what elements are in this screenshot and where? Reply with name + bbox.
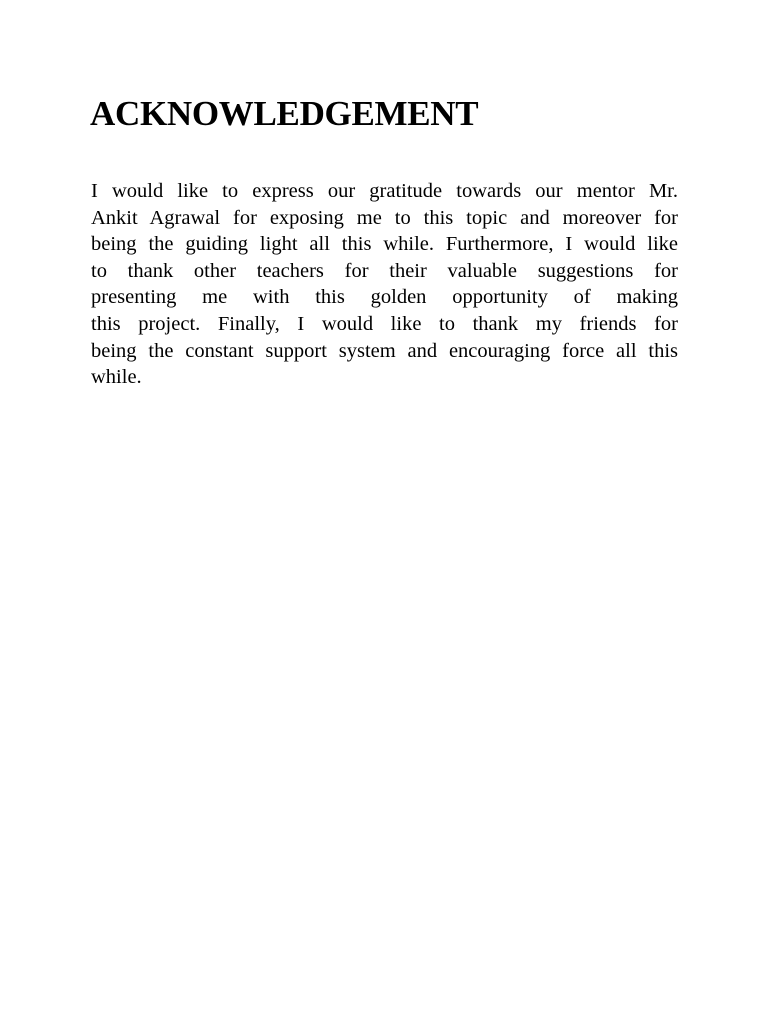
paragraph-line-6: this project. Finally, I would like to thank my friends for — [91, 312, 678, 335]
paragraph-line-4: to thank other teachers for their valuable suggestions for — [91, 259, 678, 282]
paragraph-line-2: Ankit Agrawal for exposing me to this topic and moreover for — [91, 206, 678, 229]
paragraph-line-7: being the constant support system and encouraging force all this — [91, 339, 678, 362]
paragraph-line-5: presenting me with this golden opportunity of making — [91, 286, 678, 309]
paragraph-line-3: being the guiding light all this while. Furthermore, I would like — [91, 233, 678, 256]
page-title: ACKNOWLEDGEMENT — [90, 94, 479, 133]
acknowledgement-paragraph — [91, 178, 678, 391]
paragraph-line-8: while. — [91, 366, 142, 389]
paragraph-line-1: I would like to express our gratitude towards our mentor Mr. — [91, 180, 678, 202]
